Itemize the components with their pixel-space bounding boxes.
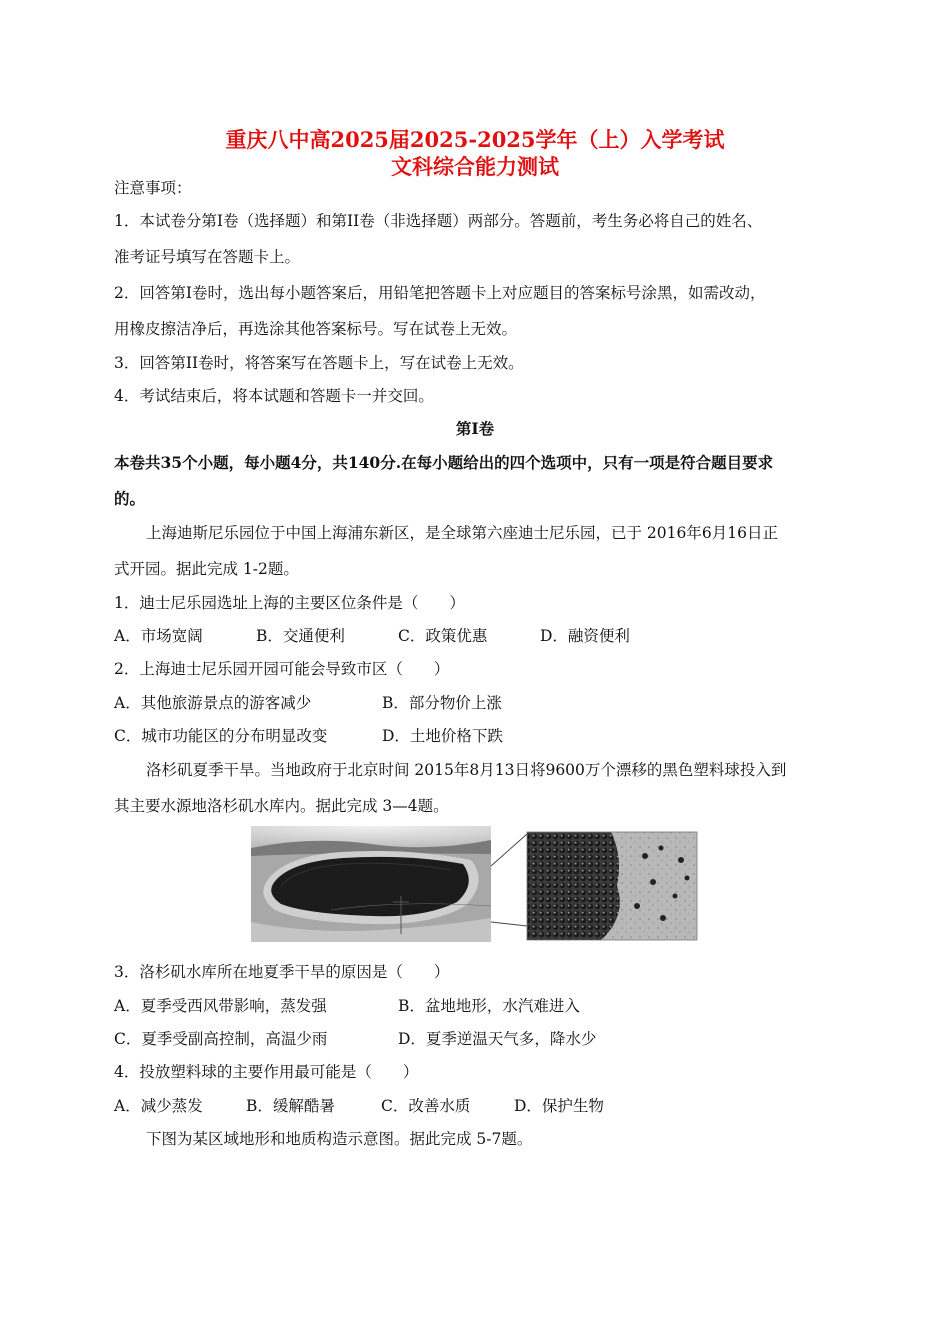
reservoir-aerial-photo bbox=[251, 826, 491, 942]
notice-item-3: 3．回答第II卷时，将答案写在答题卡上，写在试卷上无效。 bbox=[114, 354, 524, 372]
question-2-option-d: D．土地价格下跌 bbox=[382, 727, 503, 745]
question-1-option-b: B．交通便利 bbox=[256, 627, 345, 645]
question-3-option-d: D．夏季逆温天气多，降水少 bbox=[398, 1030, 597, 1048]
notice-item-1-cont: 准考证号填写在答题卡上。 bbox=[114, 248, 301, 266]
question-4-option-d: D．保护生物 bbox=[514, 1097, 604, 1115]
question-2-option-a: A．其他旅游景点的游客减少 bbox=[114, 694, 312, 712]
question-1-option-d: D．融资便利 bbox=[540, 627, 630, 645]
passage-1: 上海迪斯尼乐园位于中国上海浦东新区，是全球第六座迪士尼乐园，已于 2016年6月16日正 bbox=[146, 524, 778, 542]
passage-3: 下图为某区域地形和地质构造示意图。据此完成 5-7题。 bbox=[146, 1130, 533, 1148]
question-3-option-c: C．夏季受副高控制，高温少雨 bbox=[114, 1030, 328, 1048]
exam-title-line1: 重庆八中高2025届2025-2025学年（上）入学考试 bbox=[225, 127, 725, 152]
section-title: 第Ⅰ卷 bbox=[455, 419, 495, 438]
question-2-option-c: C．城市功能区的分布明显改变 bbox=[114, 727, 328, 745]
notice-item-2: 2．回答第Ⅰ卷时，选出每小题答案后，用铅笔把答题卡上对应题目的答案标号涂黑，如需改动， bbox=[114, 284, 766, 302]
section-intro: 本卷共35个小题，每小题4分，共140分.在每小题给出的四个选项中，只有一项是符合题目要求 bbox=[114, 453, 774, 472]
exam-title-line2: 文科综合能力测试 bbox=[391, 154, 559, 179]
notice-item-1: 1．本试卷分第Ⅰ卷（选择题）和第II卷（非选择题）两部分。答题前，考生务必将自己的姓名、 bbox=[114, 212, 763, 230]
passage-1-cont: 式开园。据此完成 1-2题。 bbox=[114, 560, 299, 578]
notice-item-4: 4．考试结束后，将本试题和答题卡一并交回。 bbox=[114, 387, 434, 405]
passage-2: 洛杉矶夏季干旱。当地政府于北京时间 2015年8月13日将9600万个漂移的黑色塑料球投入到 bbox=[146, 761, 787, 779]
reservoir-figure bbox=[251, 826, 699, 942]
question-1-option-c: C．政策优惠 bbox=[398, 627, 488, 645]
question-3-stem: 3．洛杉矶水库所在地夏季干旱的原因是（ ） bbox=[114, 963, 450, 981]
question-4-option-b: B．缓解酷暑 bbox=[246, 1097, 335, 1115]
question-4-option-c: C．改善水质 bbox=[381, 1097, 471, 1115]
question-3-option-b: B．盆地地形，水汽难进入 bbox=[398, 997, 580, 1015]
question-2-option-b: B．部分物价上涨 bbox=[382, 694, 502, 712]
section-intro-cont: 的。 bbox=[114, 489, 146, 508]
question-1-option-a: A．市场宽阔 bbox=[114, 627, 203, 645]
question-1-stem: 1．迪士尼乐园选址上海的主要区位条件是（ ） bbox=[114, 594, 465, 612]
notice-item-2-cont: 用橡皮擦洁净后，再选涂其他答案标号。写在试卷上无效。 bbox=[114, 320, 518, 338]
question-3-option-a: A．夏季受西风带影响，蒸发强 bbox=[114, 997, 327, 1015]
question-2-stem: 2．上海迪士尼乐园开园可能会导致市区（ ） bbox=[114, 660, 450, 678]
question-4-option-a: A．减少蒸发 bbox=[114, 1097, 203, 1115]
plastic-balls-closeup-photo bbox=[527, 832, 697, 940]
notice-heading: 注意事项： bbox=[114, 179, 192, 197]
passage-2-cont: 其主要水源地洛杉矶水库内。据此完成 3—4题。 bbox=[114, 797, 449, 815]
question-4-stem: 4．投放塑料球的主要作用最可能是（ ） bbox=[114, 1063, 419, 1081]
